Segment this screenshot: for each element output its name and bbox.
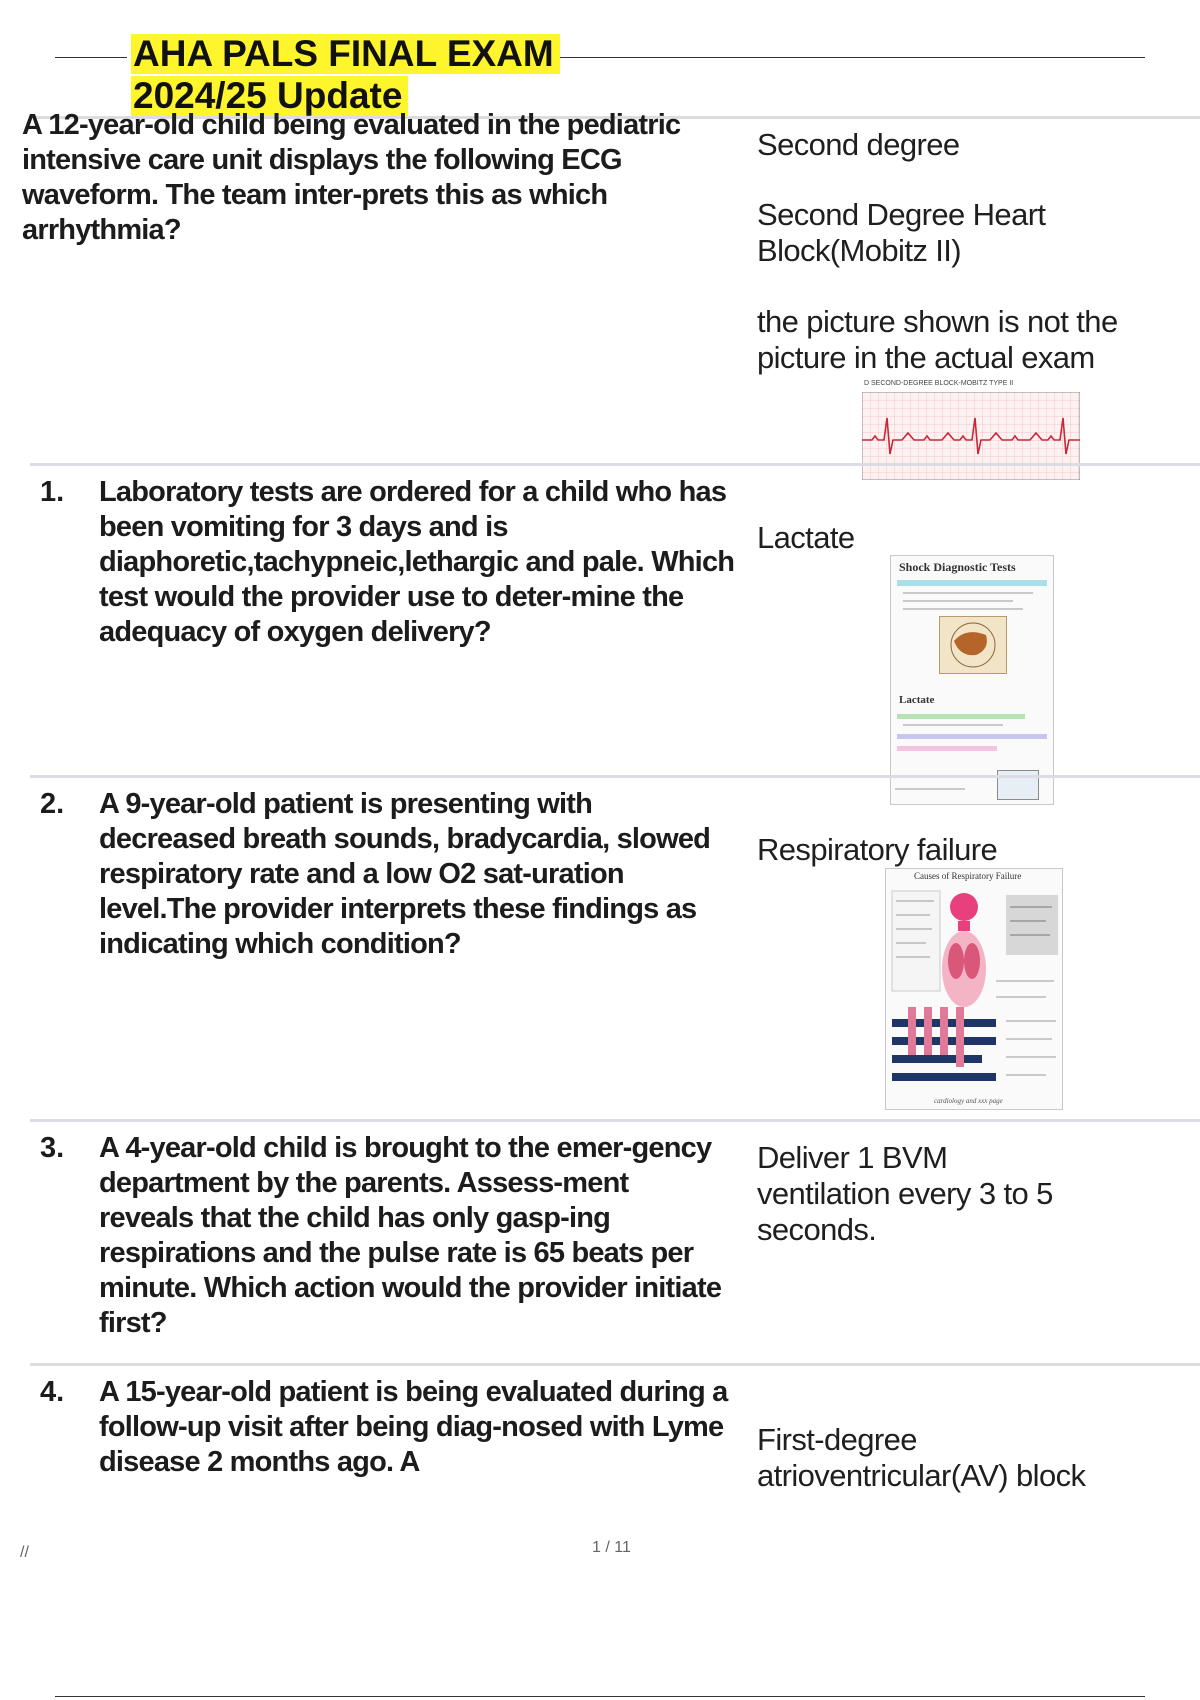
header-rule-left [55,57,127,58]
ecg-caption: D SECOND-DEGREE BLOCK-MOBITZ TYPE II [864,380,1014,387]
figure-title: Shock Diagnostic Tests [899,560,1016,574]
ecg-strip-icon [862,392,1080,480]
footer-rule [55,1696,1145,1697]
liver-icon [940,617,1006,673]
question-text: Laboratory tests are ordered for a child who has been vomiting for 3 days and is diaphoretic,tachypneic,lethargic and pale. Which test would the provider use to deter-mine the adequacy of oxygen delivery? [99,476,735,648]
body-anatomy-icon [886,881,1062,1101]
item-divider [30,1119,1200,1122]
question-text: A 4-year-old child is brought to the emer-gency department by the parents. Assess-ment reveals that the child has only gasp-ing respirations and the pulse rate is 65 beats per minute. Which action would the provider initiate first? [99,1132,722,1339]
question-number: 2. [40,788,65,820]
item-divider [30,1363,1200,1366]
highlight-bar [897,734,1047,739]
text-line [895,788,965,790]
answer-text: Lactate [757,520,855,555]
highlight-bar [897,714,1025,719]
footer-mark: // [20,1544,29,1561]
question-number: 4. [40,1376,65,1408]
question-number: 1. [40,476,65,508]
text-line [903,608,1023,610]
header-rule-right [555,57,1145,58]
answer-text: Second degree [757,127,960,162]
page-title-line-2: 2024/25 Update [131,76,408,116]
text-line [903,600,1013,602]
shock-diagnostic-figure [890,555,1054,805]
figure-footer: cardiology and xxx page [934,1097,1003,1105]
answer-text: Second Degree Heart Block(Mobitz II) [757,197,1046,268]
respiratory-failure-figure [885,868,1063,1110]
item-divider [30,775,1200,778]
answer-text: First-degree atrioventricular(AV) block [757,1422,1086,1493]
answer-text: Deliver 1 BVM ventilation every 3 to 5 seconds. [757,1140,1053,1247]
highlight-bar [897,580,1047,586]
figure-title: Causes of Respiratory Failure [914,871,1022,881]
question-number: 3. [40,1132,65,1164]
question-text: A 9-year-old patient is presenting with decreased breath sounds, bradycardia, slowed respiratory rate and a low O2 sat-uration level.The provider interprets these findings as indicating which condition? [99,788,711,960]
figure-subtitle: Lactate [899,694,935,706]
question-text: A 12-year-old child being evaluated in the pediatric intensive care unit displays the following ECG waveform. The team inter-prets this as which arrhythmia? [22,109,681,246]
item-divider [30,463,1200,466]
text-line [903,724,1003,726]
page-number: 1 / 11 [592,1539,631,1556]
answer-text: the picture shown is not the picture in the actual exam [757,304,1118,375]
question-text: A 15-year-old patient is being evaluated during a follow-up visit after being diag-nosed with Lyme disease 2 months ago. A [99,1376,728,1478]
page-title-line-1: AHA PALS FINAL EXAM [131,34,560,74]
text-line [903,592,1033,594]
answer-text: Respiratory failure [757,832,998,867]
liver-illustration [939,616,1007,674]
highlight-bar [897,746,997,751]
